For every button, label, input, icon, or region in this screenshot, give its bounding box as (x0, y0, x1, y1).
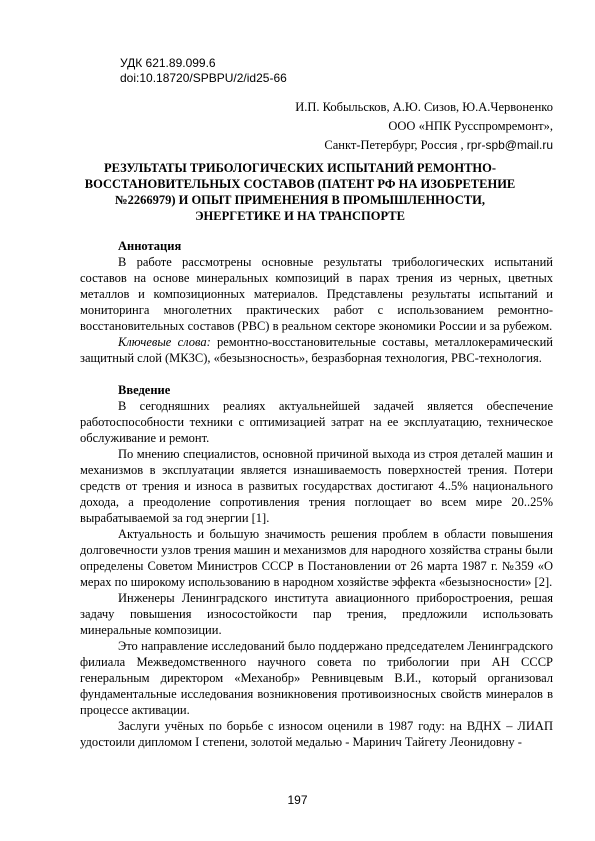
author-organization: ООО «НПК Русспромремонт», (388, 119, 553, 133)
article-title: РЕЗУЛЬТАТЫ ТРИБОЛОГИЧЕСКИХ ИСПЫТАНИЙ РЕМОНТНО-ВОССТАНОВИТЕЛЬНЫХ СОСТАВОВ (ПАТЕНТ РФ НА ИЗОБРЕТЕНИЕ №2266979) И ОПЫТ ПРИМЕНЕНИЯ В ПРОМЫШЛЕННОСТИ, ЭНЕРГЕТИКЕ И НА ТРАНСПОРТЕ (84, 161, 516, 223)
keywords-text: ремонтно-восстановительные составы, металлокерамический защитный слой (МКЗС), «безызносность», безразборная технология, РВС-технология. (80, 335, 553, 365)
intro-paragraph-2: По мнению специалистов, основной причиной выхода из строя деталей машин и механизмов в эксплуатации является изнашиваемость поверхностей трения. Потери средств от трения и износа в развитых государствах достигают 4..5% национального дохода, а преодоление сопротивления трения поглощает во всем мире 20..25% вырабатываемой за год энергии [1]. (80, 447, 553, 525)
author-names: И.П. Кобыльсков, А.Ю. Сизов, Ю.А.Червоненко (295, 100, 553, 114)
intro-paragraph-6: Заслуги учёных по борьбе с износом оценили в 1987 году: на ВДНХ – ЛИАП удостоили дипломом I степени, золотой медалью - Маринич Тайгету Леонидовну - (80, 719, 553, 749)
author-city: Санкт-Петербург, Россия , (324, 138, 464, 152)
page-number: 197 (287, 793, 308, 807)
udk-doi-block (120, 56, 287, 86)
article-body (80, 238, 553, 750)
intro-paragraph-5: Это направление исследований было поддержано председателем Ленинградского филиала Межведомственного научного совета по трибологии при АН СССР генеральным директором «Механобр» Ревнивцевым В.И., который организовал фундаментальные исследования возникновения противоизносных свойств минералов в процессе активации. (80, 639, 553, 717)
intro-paragraph-1: В сегодняшних реалиях актуальнейшей задачей является обеспечение работоспособности техники с оптимизацией затрат на ее эксплуатацию, техническое обслуживание и ремонт. (80, 399, 553, 445)
author-email: rpr-spb@mail.ru (466, 138, 553, 152)
author-location (295, 136, 553, 155)
abstract-heading: Аннотация (118, 239, 182, 253)
author-block (295, 98, 553, 155)
intro-paragraph-3: Актуальность и большую значимость решения проблем в области повышения долговечности узлов трения машин и механизмов для народного хозяйства страны были определены Советом Министров СССР в Постановлении от 26 марта 1987 г. №359 «О мерах по широкому использованию в народном хозяйстве эффекта «безызносности» [2]. (80, 527, 553, 589)
keywords-label: Ключевые слова: (118, 335, 211, 349)
abstract-text: В работе рассмотрены основные результаты трибологических испытаний составов на основе минеральных композиций в парах трения из черных, цветных металлов и композиционных материалов. Представлены результаты испытаний и мониторинга многолетних практических работ с использованием ремонтно-восстановительных составов (РВС) в реальном секторе экономики России и за рубежом. (80, 255, 553, 333)
doi-code: doi:10.18720/SPBPU/2/id25-66 (120, 71, 287, 85)
keywords-paragraph (80, 334, 553, 366)
intro-heading: Введение (118, 383, 171, 397)
udk-code: УДК 621.89.099.6 (120, 56, 216, 70)
intro-paragraph-4: Инженеры Ленинградского института авиационного приборостроения, решая задачу повышения износостойкости пар трения, предложили использовать минеральные композиции. (80, 591, 553, 637)
